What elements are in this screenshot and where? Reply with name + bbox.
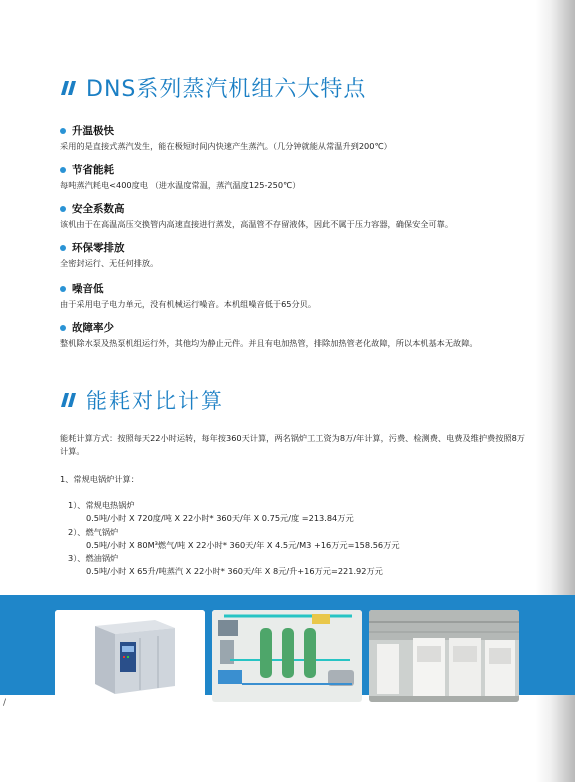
feature-title: 升温极快 xyxy=(72,125,114,137)
section-title: DNS系列蒸汽机组六大特点 xyxy=(86,77,367,102)
bullet-dot-icon xyxy=(60,286,66,292)
feature-title: 故障率少 xyxy=(72,322,114,334)
calc-item-formula: 0.5吨/小时 X 80M³燃气/吨 X 22小时* 360天/年 X 4.5元/M3 +16万元=158.56万元 xyxy=(86,540,400,550)
feature-description: 采用的是直接式蒸汽发生，能在极短时间内快速产生蒸汽。（几分钟就能从常温升到200℃） xyxy=(60,141,392,151)
feature-description: 整机除水泵及热泵机组运行外，其他均为静止元件。并且有电加热管，排除加热管老化故障，所以本机基本无故障。 xyxy=(60,338,478,348)
feature-description: 每吨蒸汽耗电<400度电 （进水温度常温，蒸汽温度125-250℃） xyxy=(60,180,301,190)
feature-title: 安全系数高 xyxy=(72,203,125,215)
feature-item xyxy=(60,123,530,153)
calc-item-formula: 0.5吨/小时 X 720度/吨 X 22小时* 360天/年 X 0.75元/度 =213.84万元 xyxy=(86,513,354,523)
feature-title: 环保零排放 xyxy=(72,242,125,254)
feature-description: 全密封运行、无任何排放。 xyxy=(60,258,159,268)
bullet-dot-icon xyxy=(60,128,66,134)
feature-description: 该机由于在高温高压交换管内高速直接进行蒸发，高温管不存留液体，因此不属于压力容器，确保安全可靠。 xyxy=(60,219,454,229)
double-slash-icon xyxy=(60,393,78,407)
feature-title: 噪音低 xyxy=(72,283,104,295)
corner-mark: / xyxy=(3,698,7,708)
section-heading-features xyxy=(60,72,366,103)
feature-title: 节省能耗 xyxy=(72,164,114,176)
calc-item-label: 2）、燃气锅炉 xyxy=(68,527,119,537)
feature-item xyxy=(60,201,530,231)
calc-item-label: 3）、燃油锅炉 xyxy=(68,553,119,563)
product-photo-system-diagram xyxy=(212,610,362,702)
feature-item xyxy=(60,320,530,350)
bullet-dot-icon xyxy=(60,206,66,212)
feature-item xyxy=(60,240,530,270)
feature-item xyxy=(60,162,530,192)
calc-item-formula: 0.5吨/小时 X 65升/吨蒸汽 X 22小时* 360天/年 X 8元/升+16万元=221.92万元 xyxy=(86,566,383,576)
product-photo-installation xyxy=(369,610,519,702)
feature-item xyxy=(60,281,530,311)
product-photo-cabinet xyxy=(55,610,205,702)
feature-description: 由于采用电子电力单元，没有机械运行噪音。本机组噪音低于65分贝。 xyxy=(60,299,317,309)
calc-intro: 能耗计算方式：按照每天22小时运转，每年按360天计算，两名锅炉工工资为8万/年计算，污费、检测费、电费及维护费按照8万计算。 xyxy=(60,433,525,456)
bullet-dot-icon xyxy=(60,167,66,173)
calc-subheading: 1、常规电锅炉计算： xyxy=(60,474,139,484)
calc-item-label: 1）、常规电热锅炉 xyxy=(68,500,135,510)
bullet-dot-icon xyxy=(60,325,66,331)
double-slash-icon xyxy=(60,81,78,95)
section-title: 能耗对比计算 xyxy=(86,389,224,413)
bullet-dot-icon xyxy=(60,245,66,251)
section-heading-energy xyxy=(60,385,224,415)
